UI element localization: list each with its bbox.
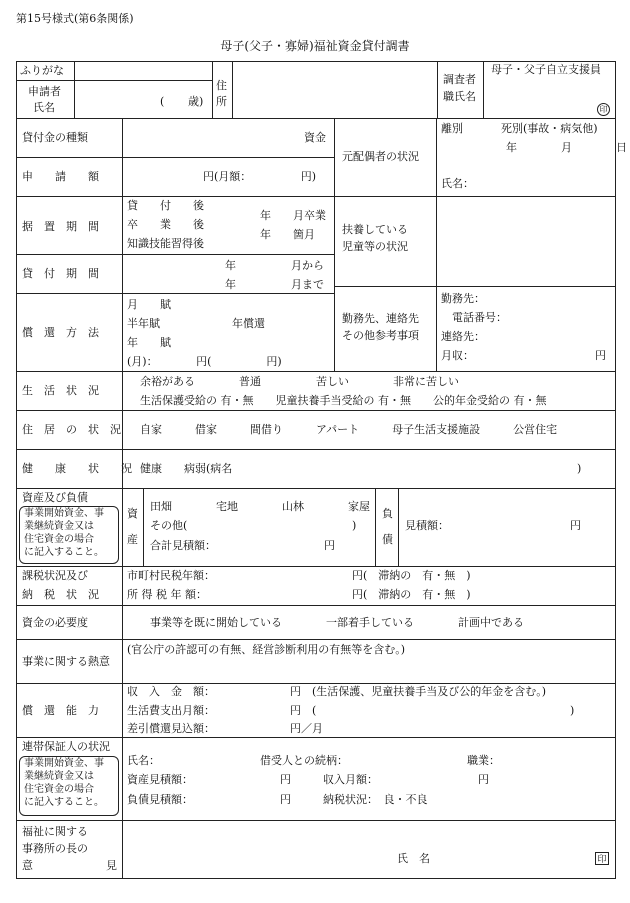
assets-line3-unit: 円 — [324, 539, 335, 552]
assets-line1: 田畑 宅地 山林 家屋 — [150, 500, 370, 513]
guarantor-line3b: 円 — [280, 793, 291, 806]
assets-note3: 住宅資金の場合 — [24, 534, 94, 545]
director-label: 福祉に関する — [22, 825, 88, 838]
enthusiasm-value: (官公庁の許認可の有無、経営診断利用の有無等を含む。) — [127, 643, 406, 656]
label-column-divider — [122, 118, 123, 879]
deferment-r1: 年 月卒業 — [260, 209, 326, 222]
capacity-line2-tail: 円 ( — [290, 704, 317, 717]
debt-value: 見積額： — [405, 519, 449, 532]
spouse-label: 元配偶者の状況 — [342, 150, 419, 163]
guarantor-line2b: 円 — [280, 773, 291, 786]
living-label: 生 活 状 況 — [22, 384, 99, 397]
furigana-label: ふりがな — [20, 64, 64, 77]
applicant-name-label-2: 氏名 — [33, 101, 55, 114]
guarantor-line2a: 資産見積額： — [127, 773, 193, 786]
debt-label-divider — [398, 488, 399, 566]
necessity-label: 資金の必要度 — [22, 616, 88, 629]
row-line — [16, 157, 334, 158]
form-title: 母子(父子・寡婦)福祉資金貸付調書 — [220, 39, 410, 53]
assets-note1: 事業開始資金、事 — [24, 508, 104, 519]
repayment-line3: 年 賦 — [127, 336, 171, 349]
investigator-label: 調査者 — [443, 73, 476, 86]
enthusiasm-label: 事業に関する熱意 — [22, 655, 110, 668]
capacity-line1: 収 入 金 額： — [127, 685, 215, 698]
guarantor-note4: に記入すること。 — [24, 797, 104, 808]
living-line2: 生活保護受給の 有・無 児童扶養手当受給の 有・無 公的年金受給の 有・無 — [140, 394, 547, 407]
tax-line1-tail: 円( 滞納の 有・無 ) — [352, 569, 471, 582]
row-line — [16, 639, 616, 640]
capacity-label: 償 還 能 力 — [22, 704, 99, 717]
deferment-line1: 貸 付 後 — [127, 199, 204, 212]
employer-line2: 電話番号： — [452, 311, 507, 324]
repayment-line2: 半年賦 — [127, 317, 160, 330]
debt-left-divider — [375, 488, 376, 566]
capacity-line2-close: ) — [570, 704, 575, 717]
spouse-line2: 年 月 日 — [506, 141, 627, 154]
row-line — [16, 410, 616, 411]
asset-label-divider — [143, 488, 144, 566]
employer-line1: 勤務先： — [441, 292, 485, 305]
guarantor-line1b: 借受人との続柄： — [260, 754, 348, 767]
employer-label: 勤務先、連絡先 — [342, 312, 419, 325]
debt-label-2: 債 — [382, 533, 393, 546]
row-line — [16, 683, 616, 684]
director-label-3a: 意 — [22, 859, 33, 872]
director-seal-icon: 印 — [595, 852, 609, 865]
row-line — [16, 737, 616, 738]
guarantor-line1a: 氏名： — [127, 754, 160, 767]
director-label-2: 事務所の長の — [22, 842, 88, 855]
row-line — [16, 449, 616, 450]
loan-period-line1: 年 月から — [225, 259, 324, 272]
capacity-line2: 生活費支出月額： — [127, 704, 215, 717]
living-line1: 余裕がある 普通 苦しい 非常に苦しい — [140, 375, 459, 388]
applicant-name-label: 申請者 — [28, 85, 61, 98]
tax-label: 課税状況及び — [22, 569, 88, 582]
investigator-value: 母子・父子自立支援員 — [491, 63, 601, 76]
guarantor-line3a: 負債見積額： — [127, 793, 193, 806]
investigator-left-divider — [437, 61, 438, 118]
asset-label-2: 産 — [127, 533, 138, 546]
spouse-line3: 氏名： — [441, 177, 474, 190]
guarantor-line2d: 円 — [478, 773, 489, 786]
guarantor-note3: 住宅資金の場合 — [24, 784, 94, 795]
health-close: ) — [577, 462, 582, 475]
loan-period-label: 貸 付 期 間 — [22, 267, 99, 280]
employer-line4-unit: 円 — [595, 349, 606, 362]
furigana-divider — [16, 80, 212, 81]
necessity-value: 事業等を既に開始している 一部着手している 計画中である — [150, 616, 524, 629]
capacity-line3: 差引償還見込額： — [127, 722, 215, 735]
investigator-label-2: 職氏名 — [443, 90, 476, 103]
repayment-line1: 月 賦 — [127, 298, 171, 311]
deferment-r2: 年 箇月 — [260, 228, 315, 241]
spouse-line1a: 離別 — [441, 122, 463, 135]
assets-note2: 業継続資金又は — [24, 521, 94, 532]
row-line — [334, 196, 616, 197]
row-line — [16, 293, 334, 294]
assets-label: 資産及び負債 — [22, 491, 88, 504]
row-line — [16, 820, 616, 821]
loan-period-line2: 年 月まで — [225, 278, 324, 291]
amount-label: 申 請 額 — [22, 170, 99, 183]
housing-label: 住 居 の 状 況 — [22, 423, 121, 436]
repayment-line4: (月)： 円( 円) — [127, 355, 282, 368]
right-section-divider — [334, 118, 335, 371]
spouse-line1b: 死別(事故・病気他) — [501, 122, 598, 135]
health-label: 健 康 状 況 — [22, 462, 132, 475]
row-line — [16, 254, 334, 255]
tax-line1: 市町村民税年額： — [127, 569, 215, 582]
asset-label: 資 — [127, 507, 138, 520]
investigator-label-divider — [483, 61, 484, 118]
row-line — [16, 605, 616, 606]
loan-type-label: 貸付金の種類 — [22, 131, 88, 144]
guarantor-line3c: 納税状況： 良・不良 — [323, 793, 428, 806]
guarantor-note2: 業継続資金又は — [24, 771, 94, 782]
row-line — [16, 118, 616, 119]
dependents-label: 扶養している — [342, 223, 408, 236]
health-value: 健康 病弱(病名 — [140, 462, 233, 475]
form-number: 第15号様式(第6条関係) — [16, 12, 134, 25]
amount-value: 円(月額： 円) — [203, 170, 317, 183]
repayment-line2b: 年償還 — [232, 317, 265, 330]
director-name-label: 氏 名 — [397, 852, 430, 865]
assets-line3: 合計見積額： — [150, 539, 216, 552]
address-left-divider — [212, 61, 213, 118]
tax-line2-tail: 円( 滞納の 有・無 ) — [352, 588, 471, 601]
tax-line2: 所 得 税 年 額： — [127, 588, 207, 601]
right-label-divider — [436, 118, 437, 371]
row-line — [16, 488, 616, 489]
deferment-line3: 知識技能習得後 — [127, 237, 204, 250]
address-label-divider — [232, 61, 233, 118]
address-label: 住 — [216, 79, 227, 92]
director-label-3b: 見 — [106, 859, 117, 872]
tax-label-2: 納 税 状 況 — [22, 588, 99, 601]
dependents-label-2: 児童等の状況 — [342, 240, 408, 253]
row-line — [16, 566, 616, 567]
investigator-seal-icon: 印 — [597, 103, 610, 116]
age-open: ( — [160, 95, 165, 108]
assets-note4: に記入すること。 — [24, 547, 104, 558]
capacity-line1-tail: 円 (生活保護、児童扶養手当及び公的年金を含む。) — [290, 685, 547, 698]
employer-label-2: その他参考事項 — [342, 329, 419, 342]
assets-line2-close: ) — [352, 519, 357, 532]
deferment-line2: 卒 業 後 — [127, 218, 204, 231]
employer-line3: 連絡先： — [441, 330, 485, 343]
assets-line2: その他( — [150, 519, 188, 532]
row-line — [16, 371, 616, 372]
loan-type-suffix: 資金 — [304, 131, 326, 144]
address-label-2: 所 — [216, 95, 227, 108]
guarantor-line1c: 職業： — [467, 754, 500, 767]
guarantor-label: 連帯保証人の状況 — [22, 740, 110, 753]
capacity-line3-tail: 円／月 — [290, 722, 323, 735]
housing-value: 自家 借家 間借り アパート 母子生活支援施設 公営住宅 — [140, 423, 558, 436]
debt-label: 負 — [382, 507, 393, 520]
guarantor-note1: 事業開始資金、事 — [24, 758, 104, 769]
age-close: 歳) — [188, 95, 204, 108]
repayment-label: 償 還 方 法 — [22, 326, 99, 339]
deferment-label: 据 置 期 間 — [22, 220, 99, 233]
row-line — [334, 286, 616, 287]
debt-unit: 円 — [570, 519, 581, 532]
employer-line4: 月収： — [441, 349, 474, 362]
guarantor-line2c: 収入月額： — [323, 773, 378, 786]
row-line — [16, 196, 334, 197]
applicant-label-divider — [74, 61, 75, 118]
